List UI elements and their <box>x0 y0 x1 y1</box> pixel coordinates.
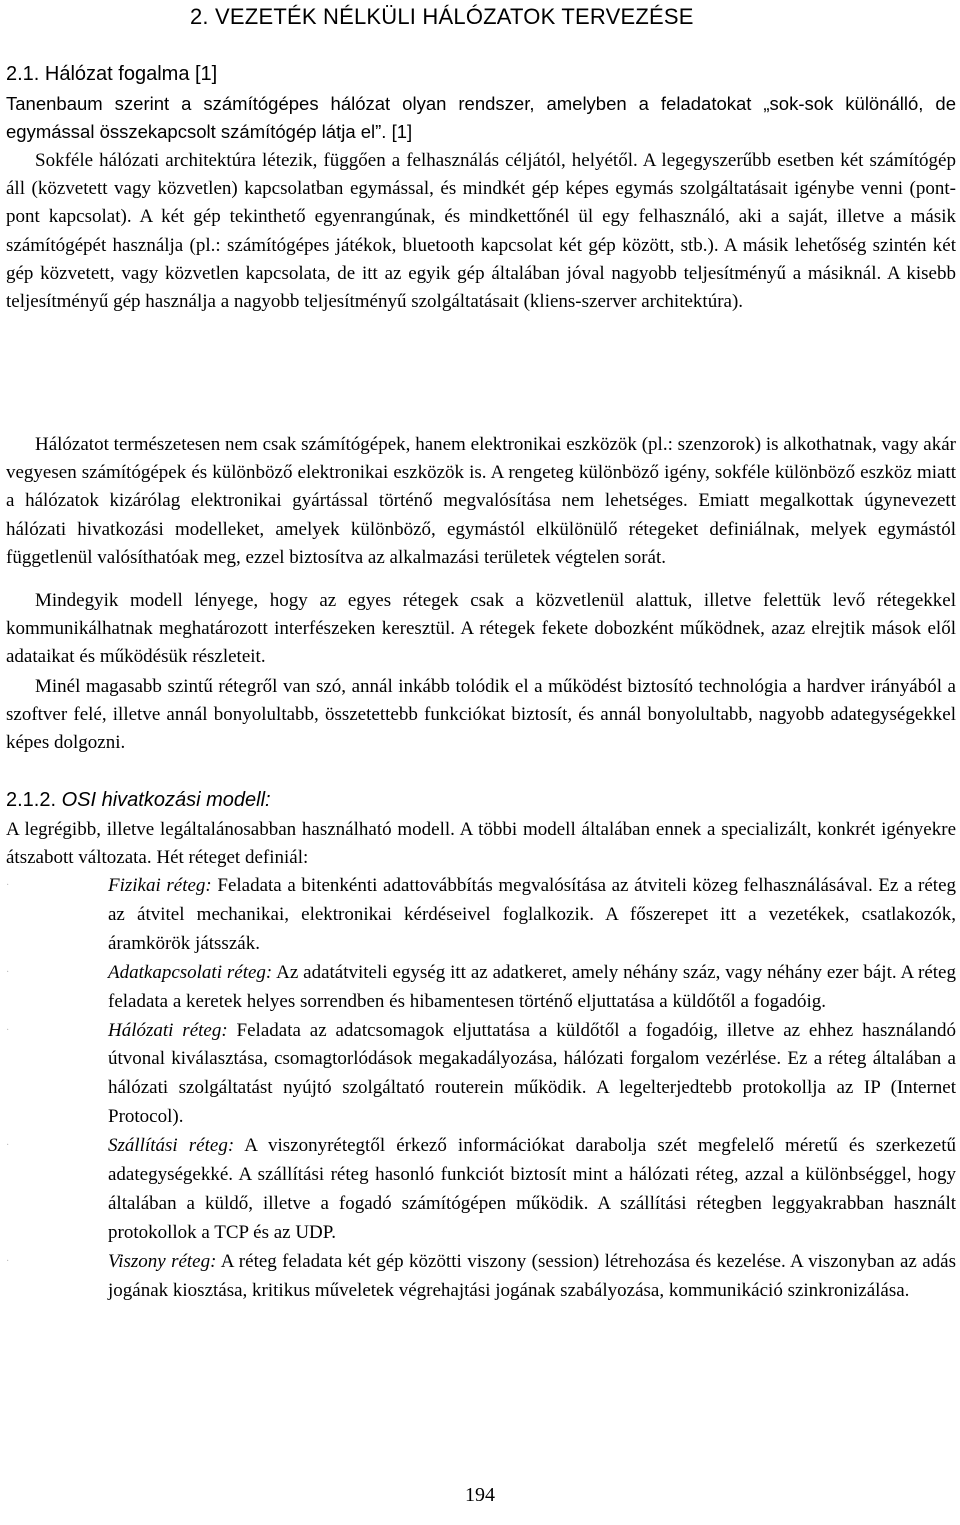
layer-name: Adatkapcsolati réteg: <box>108 961 273 983</box>
subsection-heading: OSI hivatkozási modell: <box>61 789 271 811</box>
page-number: 194 <box>465 1484 495 1506</box>
paragraph-devices: Hálózatot természetesen nem csak számítógépek, hanem elektronikai eszközök (pl.: szenzorok) is alkothatnak, vagy akár vegyesen számítógépek és különböző elektronikai eszközök is. A rengeteg különböző igény, sokféle különböző eszköz miatt a hálózatok kizárólag elektronikai gyártással történő megvalósítása nem lehetséges. Emiatt megalkottak úgynevezett hálózati hivatkozási modelleket, amelyek különböző, egymástól elkülönülő rétegeket definiálnak, melyek egymástól függetlenül valósíthatóak meg, ezzel biztosítva az alkalmazási területek végtelen sorát. <box>6 434 956 568</box>
bullet-icon: · <box>6 966 10 978</box>
paragraph-higher-layers: Minél magasabb szintű rétegről van szó, annál inkább tolódik el a működést biztosító technológia a hardver irányából a szoftver felé, illetve annál bonyolultabb, összetettebb funkciókat biztosít, és annál bonyolultabb, nagyobb adategységekkel képes dolgozni. <box>6 676 956 754</box>
layer-description: A viszonyrétegtől érkező információkat darabolja szét megfelelő méretű és szerkezetű adategységekké. A szállítási réteg hasonló funkciót biztosít mint a hálózati réteg, azzal a különbséggel, hogy általában a küldő, illetve a fogadó számítógépen működik. A szállítási rétegben leggyakrabban használt protokollok a TCP és az UDP. <box>108 1135 956 1243</box>
osi-intro-paragraph: A legrégibb, illetve legáltalánosabban használható modell. A többi modell általában ennek a specializált, konkrét igényekre átszabott változata. Hét réteget definiál: <box>6 819 956 869</box>
list-item-transport-layer <box>6 1132 956 1248</box>
subsection-number: 2.1.2. <box>6 789 57 811</box>
section-title: 2.1. Hálózat fogalma [1] <box>6 63 218 85</box>
layer-description: Feladata az adatcsomagok eljuttatása a küldőtől a fogadóig, illetve az ehhez használandó útvonal kiválasztása, csomagtorlódások megakadályozása, hálózati forgalom vezérlése. Ez a réteg általában a hálózati szolgáltatást nyújtó szolgáltató routerein működik. A legelterjedtebb protokollja az IP (Internet Protocol). <box>108 1019 956 1128</box>
layer-description: Az adatátviteli egység itt az adatkeret, amely néhány száz, vagy néhány ezer bájt. A réteg feladata a keretek helyes sorrendben és hibamentesen történő eljuttatása a küldőtől a fogadóig. <box>108 961 956 1012</box>
paragraph-architectures: Sokféle hálózati architektúra létezik, függően a felhasználás céljától, helyétől. A legegyszerűbb esetben két számítógép áll (közvetett vagy közvetlen) kapcsolatban egymással, és mindkét gép képes egymás szolgáltatásait igénybe venni (pont-pont kapcsolat). A két gép tekinthető egyenrangúnak, és mindkettőnél ül egy felhasználó, aki a saját, illetve a másik számítógépét használja (pl.: számítógépes játékok, bluetooth kapcsolat két gép között, stb.). A másik lehetőség szintén két gép közvetett, vagy közvetlen kapcsolata, de itt az egyik gép általában jóval nagyobb teljesítményű a másiknál. A kisebb teljesítményű gép használja a nagyobb teljesítményű szolgáltatásait (kliens-szerver architektúra). <box>6 150 956 313</box>
list-item-network-layer <box>6 1017 956 1133</box>
layer-name: Viszony réteg: <box>108 1250 217 1272</box>
bullet-icon: · <box>6 880 10 891</box>
intro-paragraph: Tanenbaum szerint a számítógépes hálózat olyan rendszer, amelyben a feladatokat „sok-sok különálló, de egymással összekapcsolt számítógép látja el”. [1] <box>6 93 956 143</box>
list-item-data-link-layer <box>6 959 956 1017</box>
bullet-icon: · <box>6 1024 10 1036</box>
subsection-title <box>6 789 271 812</box>
layer-description: Feladata a bitenkénti adattovábbítás megvalósítása az átviteli közeg felhasználásával. Ez a réteg az átvitel mechanikai, elektronikai kérdéseivel foglalkozik. A főszerepet itt a vezetékek, csatlakozók, áramkörök játsszák. <box>108 875 956 954</box>
layer-name: Fizikai réteg: <box>108 875 212 896</box>
chapter-title: 2. VEZETÉK NÉLKÜLI HÁLÓZATOK TERVEZÉSE <box>190 4 694 29</box>
list-item-physical-layer <box>6 872 956 959</box>
layer-description: A réteg feladata két gép közötti viszony (session) létrehozása és kezelése. A viszonyban az adás jogának kiosztása, kritikus műveletek végrehajtási jogának szabályozása, kommunikáció szinkronizálása. <box>108 1250 956 1301</box>
bullet-icon: · <box>6 1140 10 1152</box>
layer-name: Szállítási réteg: <box>108 1135 235 1157</box>
bullet-icon: · <box>6 1255 10 1267</box>
list-item-session-layer <box>6 1248 956 1306</box>
layer-name: Hálózati réteg: <box>108 1019 228 1041</box>
osi-layer-list <box>6 872 956 1306</box>
paragraph-layers-essence: Mindegyik modell lényege, hogy az egyes rétegek csak a közvetlenül alattuk, illetve felettük levő rétegekkel kommunikálhatnak meghatározott interfészeken keresztül. A rétegek fekete dobozként működnek, azaz elrejtik mások elől adataikat és működésük részleteit. <box>6 590 956 668</box>
